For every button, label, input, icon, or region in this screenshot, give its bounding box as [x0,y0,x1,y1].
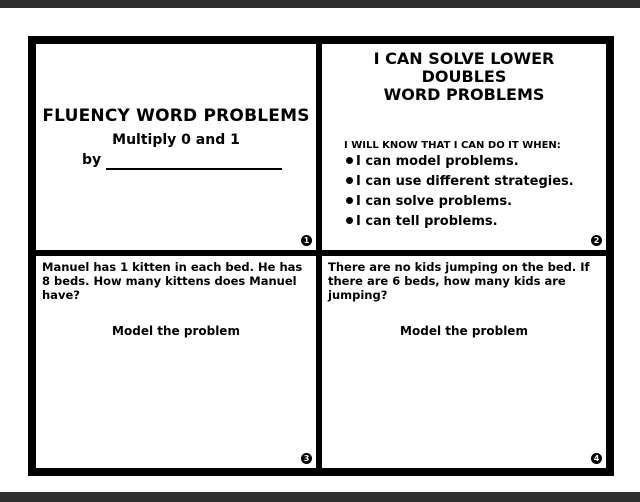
task-card-3 [36,256,316,468]
document-page [0,8,640,492]
card-number-badge: 4 [591,453,602,464]
model-instruction: Model the problem [400,324,528,338]
success-criteria-list [346,152,574,232]
bullet-icon [346,157,353,164]
card-number-badge: 3 [301,453,312,464]
success-criteria-heading: I WILL KNOW THAT I CAN DO IT WHEN: [344,140,561,151]
top-frame-bar [0,0,640,8]
list-item [346,172,574,192]
card-title [322,50,606,104]
list-item-text: I can tell problems. [356,214,498,229]
bullet-icon [346,217,353,224]
bullet-icon [346,177,353,184]
name-blank-line [106,168,282,170]
bottom-frame-bar [0,492,640,502]
card-subtitle: Multiply 0 and 1 [112,132,240,148]
title-line: WORD PROBLEMS [383,85,545,104]
list-item-text: I can use different strategies. [356,174,574,189]
list-item [346,152,574,172]
word-problem-text: There are no kids jumping on the bed. If there are 6 beds, how many kids are jumping? [328,260,590,302]
list-item-text: I can solve problems. [356,194,513,209]
list-item [346,212,574,232]
card-number-badge: 1 [301,235,312,246]
task-card-2 [322,44,606,250]
task-card-sheet [28,36,614,476]
model-instruction: Model the problem [112,324,240,338]
bullet-icon [346,197,353,204]
list-item-text: I can model problems. [356,154,519,169]
title-line: DOUBLES [421,67,507,86]
title-line: I CAN SOLVE LOWER [373,49,555,68]
list-item [346,192,574,212]
card-number-badge: 2 [591,235,602,246]
card-title: FLUENCY WORD PROBLEMS [42,106,310,126]
task-card-1 [36,44,316,250]
by-label: by [82,152,102,168]
word-problem-text: Manuel has 1 kitten in each bed. He has 8 beds. How many kittens does Manuel have? [42,260,303,302]
task-card-4 [322,256,606,468]
